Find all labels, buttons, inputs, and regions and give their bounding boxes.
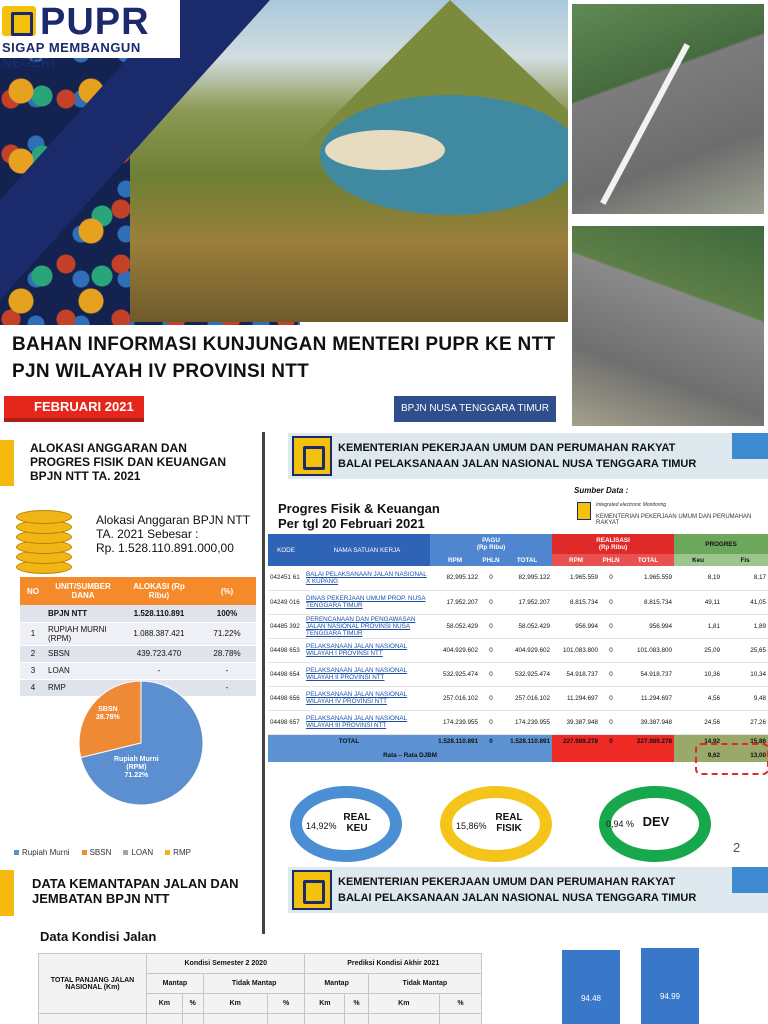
cell-alokasi: 1.088.387.421 [120, 622, 198, 645]
page-title: BAHAN INFORMASI KUNJUNGAN MENTERI PUPR KE NTT [12, 334, 556, 355]
cell-real-rpm: 956.994 [552, 614, 600, 638]
cell-pct: 100% [198, 605, 256, 622]
total-real-total: 227.989.278 [622, 734, 674, 748]
accent-corner [732, 433, 768, 459]
cell-real-total: 1.965.559 [622, 566, 674, 590]
table-row [20, 622, 256, 645]
kemantapan-heading-line: DATA KEMANTAPAN JALAN DAN [32, 876, 239, 891]
cell-empty [439, 1014, 481, 1024]
pie-svg [78, 680, 204, 806]
cell-empty [182, 1014, 203, 1024]
table-row [268, 566, 768, 590]
table-row [268, 662, 768, 686]
section-accent-bar [0, 870, 14, 916]
road-photo-top [572, 4, 764, 214]
allocation-pie-chart [78, 680, 204, 806]
total-pagu-phln: 0 [480, 734, 502, 748]
alokasi-summary-line: Alokasi Anggaran BPJN NTT [96, 513, 251, 527]
legend-label: LOAN [131, 848, 154, 857]
page-number: 2 [733, 840, 741, 855]
kondisi-table [38, 953, 482, 1024]
table-row [268, 710, 768, 734]
avg-label: Rata – Rata DJBM [268, 748, 552, 762]
cell-pagu-phln: 0 [480, 662, 502, 686]
col-tidak-mantap: Tidak Mantap [203, 974, 305, 994]
cell-pagu-total: 404.929.602 [502, 638, 552, 662]
cell-no: 1 [20, 622, 46, 645]
cell-kode: 04498 656 [268, 686, 304, 710]
kementerian-line1: KEMENTERIAN PEKERJAAN UMUM DAN PERUMAHAN RAKYAT [338, 442, 676, 454]
cell-pagu-total: 58.052.429 [502, 614, 552, 638]
cell-alokasi: 439.723.470 [120, 645, 198, 662]
cell-no: 3 [20, 662, 46, 679]
cell-real-phln: 0 [600, 686, 622, 710]
col-realisasi [552, 534, 674, 554]
cell-keu: 25,09 [674, 638, 722, 662]
cell-pagu-rpm: 58.052.429 [430, 614, 480, 638]
avg-keu: 9,62 [674, 748, 722, 762]
cell-real-rpm: 1.965.559 [552, 566, 600, 590]
kementerian-header [288, 433, 768, 479]
col-keu: Keu [674, 554, 722, 566]
progres-date: Per tgl 20 Februari 2021 [278, 516, 425, 531]
cell-alokasi: 1.528.110.891 [120, 605, 198, 622]
col-tidak-mantap: Tidak Mantap [368, 974, 481, 994]
col-unit: UNIT/SUMBER DANA [46, 577, 120, 605]
legend-label: Rupiah Murni [22, 848, 70, 857]
col-km: Km [147, 994, 183, 1014]
cell-keu: 1,81 [674, 614, 722, 638]
cell-fis: 25,65 [722, 638, 768, 662]
cell-kode: 04498 657 [268, 710, 304, 734]
col-alokasi: ALOKASI (Rp Ribu) [120, 577, 198, 605]
kemantapan-bar: 94.48 [562, 950, 620, 1024]
cell-real-total: 956.994 [622, 614, 674, 638]
kementerian-line1: KEMENTERIAN PEKERJAAN UMUM DAN PERUMAHAN RAKYAT [338, 876, 676, 888]
alokasi-summary-line: TA. 2021 Sebesar : [96, 527, 199, 541]
pagu-unit: (Rp Ribu) [476, 544, 506, 551]
ring-keu-pct: 14,92% [306, 821, 337, 831]
cell-fis: 41,05 [722, 590, 768, 614]
col-pct: (%) [198, 577, 256, 605]
column-divider [262, 432, 265, 864]
total-label: TOTAL [268, 734, 430, 748]
cell-real-rpm: 11.294.697 [552, 686, 600, 710]
cell-real-total: 101.083.800 [622, 638, 674, 662]
col-pagu-rpm: RPM [430, 554, 480, 566]
kementerian-header-2 [288, 867, 768, 913]
cell-pagu-total: 532.925.474 [502, 662, 552, 686]
cell-keu: 4,56 [674, 686, 722, 710]
total-real-phln: 0 [600, 734, 622, 748]
road-photo-bottom [572, 226, 764, 426]
month-badge: FEBRUARI 2021 [4, 396, 144, 418]
alokasi-heading-line: ALOKASI ANGGARAN DAN [30, 441, 187, 455]
ring-label-line: REAL [343, 812, 371, 823]
emonitoring-logo-icon [577, 502, 591, 520]
cell-nama[interactable]: PELAKSANAAN JALAN NASIONAL WILAYAH II PROVINSI NTT [304, 662, 430, 686]
col-real-total: TOTAL [622, 554, 674, 566]
pie-label-line: 71.22% [124, 772, 149, 779]
table-row [268, 590, 768, 614]
total-fis: 15,86 [722, 734, 768, 748]
cell-pagu-total: 82.995.122 [502, 566, 552, 590]
cell-pct: 71.22% [198, 622, 256, 645]
pie-label-line: (RPM) [126, 764, 147, 771]
cell-real-phln: 0 [600, 662, 622, 686]
legend-item [82, 848, 112, 857]
col-km: Km [305, 994, 345, 1014]
avg-empty-cell [552, 748, 674, 762]
total-pagu-rpm: 1.528.110.891 [430, 734, 480, 748]
cell-keu: 49,11 [674, 590, 722, 614]
col-mantap: Mantap [305, 974, 368, 994]
ring-label-line: REAL [495, 812, 523, 823]
cell-empty [305, 1014, 345, 1024]
alokasi-summary-line: Rp. 1.528.110.891.000,00 [96, 541, 234, 555]
legend-label: SBSN [89, 848, 112, 857]
cell-nama[interactable]: BALAI PELAKSANAAN JALAN NASIONAL X KUPANG [304, 566, 430, 590]
coins-icon [12, 510, 76, 574]
page-subtitle: PJN WILAYAH IV PROVINSI NTT [12, 361, 310, 382]
ring-label-line: DEV [642, 814, 670, 829]
cell-unit: RMP [46, 679, 120, 696]
alokasi-heading-line: PROGRES FISIK DAN KEUANGAN [30, 455, 227, 469]
cell-empty [368, 1014, 439, 1024]
col-pagu-phln: PHLN [480, 554, 502, 566]
table-row [268, 686, 768, 710]
kemantapan-heading-line: JEMBATAN BPJN NTT [32, 891, 170, 906]
col-nama: NAMA SATUAN KERJA [304, 534, 430, 566]
col-no: NO [20, 577, 46, 605]
cell-no: 4 [20, 679, 46, 696]
cell-pagu-phln: 0 [480, 686, 502, 710]
progres-table-body [268, 566, 768, 734]
sumber-line2: KEMENTERIAN PEKERJAAN UMUM DAN PERUMAHAN RAKYAT [596, 514, 752, 526]
hero-banner [0, 0, 768, 330]
alokasi-heading-line: BPJN NTT TA. 2021 [30, 469, 141, 483]
alokasi-heading [30, 441, 226, 483]
average-row [268, 748, 768, 762]
cell-pagu-phln: 0 [480, 614, 502, 638]
col-pagu-total: TOTAL [502, 554, 552, 566]
cell-fis: 9,48 [722, 686, 768, 710]
cell-empty [203, 1014, 267, 1024]
legend-item [123, 848, 153, 857]
col-real-rpm: RPM [552, 554, 600, 566]
cell-kode: 042451 61 [268, 566, 304, 590]
cell-keu: 24,56 [674, 710, 722, 734]
cell-pagu-rpm: 532.925.474 [430, 662, 480, 686]
kemantapan-heading [32, 876, 239, 906]
ring-dev-label [636, 816, 676, 827]
total-row [268, 734, 768, 748]
kemantapan-bar: 94.99 [641, 948, 699, 1024]
col-kode: KODE [268, 534, 304, 566]
cell-pagu-total: 257.016.102 [502, 686, 552, 710]
cell-keu: 10,36 [674, 662, 722, 686]
cell-nama[interactable]: PERENCANAAN DAN PENGAWASAN JALAN NASIONAL PROVINSI NUSA TENGGARA TIMUR [304, 614, 430, 638]
cell-keu: 8,19 [674, 566, 722, 590]
cell-unit: RUPIAH MURNI (RPM) [46, 622, 120, 645]
column-divider-bottom [262, 864, 265, 934]
cell-pagu-total: 17.952.207 [502, 590, 552, 614]
cell-real-phln: 0 [600, 590, 622, 614]
total-real-rpm: 227.989.278 [552, 734, 600, 748]
table-row [20, 605, 256, 622]
cell-kode: 04249 016 [268, 590, 304, 614]
col-progres: PROGRES [674, 534, 768, 554]
cell-pagu-phln: 0 [480, 710, 502, 734]
pie-label-rpm [114, 756, 159, 780]
col-mantap: Mantap [147, 974, 204, 994]
cell-unit: SBSN [46, 645, 120, 662]
cell-real-phln: 0 [600, 566, 622, 590]
cell-no: 2 [20, 645, 46, 662]
kementerian-line2: BALAI PELAKSANAAN JALAN NASIONAL NUSA TENGGARA TIMUR [338, 458, 697, 470]
col-total-panjang: TOTAL PANJANG JALAN NASIONAL (Km) [39, 954, 147, 1014]
cell-pagu-total: 174.239.955 [502, 710, 552, 734]
cell-real-total: 8.815.734 [622, 590, 674, 614]
avg-fis: 13,00 [722, 748, 768, 762]
logo-text: PUPR [40, 1, 150, 43]
pie-label-sbsn [96, 706, 120, 722]
cell-nama[interactable]: PELAKSANAAN JALAN NASIONAL WILAYAH I PROVINSI NTT [304, 638, 430, 662]
cell-pagu-rpm: 17.952.207 [430, 590, 480, 614]
cell-pagu-rpm: 174.239.955 [430, 710, 480, 734]
cell-fis: 1,89 [722, 614, 768, 638]
cell-nama[interactable]: PELAKSANAAN JALAN NASIONAL WILAYAH IV PROVINSI NTT [304, 686, 430, 710]
cell-nama[interactable]: DINAS PEKERJAAN UMUM PROP. NUSA TENGGARA TIMUR [304, 590, 430, 614]
progres-table [268, 534, 768, 762]
sumber-label: Sumber Data : [574, 486, 629, 495]
ring-label-line: KEU [346, 823, 368, 834]
cell-real-total: 54.918.737 [622, 662, 674, 686]
realisasi-unit: (Rp Ribu) [598, 544, 628, 551]
cell-pagu-rpm: 257.016.102 [430, 686, 480, 710]
progres-title: Progres Fisik & Keuangan [278, 501, 440, 516]
cell-empty [147, 1014, 183, 1024]
alokasi-summary [96, 513, 250, 555]
cell-pagu-phln: 0 [480, 590, 502, 614]
pie-legend [14, 848, 191, 857]
pie-label-line: SBSN [98, 706, 118, 713]
pupr-logo [0, 0, 180, 70]
cell-pct: - [198, 662, 256, 679]
col-pct: % [345, 994, 368, 1014]
col-pct: % [439, 994, 481, 1014]
cell-empty [267, 1014, 305, 1024]
cell-pagu-phln: 0 [480, 638, 502, 662]
table-row [20, 662, 256, 679]
ring-fisik-label [486, 812, 532, 834]
cell-no [20, 605, 46, 622]
cell-real-rpm: 8.815.734 [552, 590, 600, 614]
pupr-emblem-icon [292, 870, 332, 910]
cell-kode: 04485 392 [268, 614, 304, 638]
kondisi-title: Data Kondisi Jalan [40, 929, 157, 944]
cell-real-rpm: 54.918.737 [552, 662, 600, 686]
logo-tagline: SIGAP MEMBANGUN NEGERI [2, 40, 141, 70]
total-keu: 14,92 [674, 734, 722, 748]
col-prediksi: Prediksi Kondisi Akhir 2021 [305, 954, 482, 974]
cell-kode: 04498 654 [268, 662, 304, 686]
legend-label: RMP [173, 848, 191, 857]
cell-pct: 28.78% [198, 645, 256, 662]
cell-real-rpm: 39.387.948 [552, 710, 600, 734]
accent-corner [732, 867, 768, 893]
office-tag: BPJN NUSA TENGGARA TIMUR [394, 396, 556, 422]
cell-fis: 27,26 [722, 710, 768, 734]
table-row [20, 645, 256, 662]
cell-real-phln: 0 [600, 710, 622, 734]
pagu-label: PAGU [482, 537, 500, 544]
alokasi-table [20, 577, 256, 697]
cell-fis: 10,34 [722, 662, 768, 686]
ring-keu-label [334, 812, 380, 834]
cell-pagu-phln: 0 [480, 566, 502, 590]
table-row [268, 614, 768, 638]
col-pct: % [267, 994, 305, 1014]
cell-real-rpm: 101.083.800 [552, 638, 600, 662]
month-badge-shadow [4, 418, 144, 422]
col-km: Km [368, 994, 439, 1014]
cell-fis: 8,17 [722, 566, 768, 590]
col-real-phln: PHLN [600, 554, 622, 566]
pie-label-line: 28.78% [96, 714, 120, 721]
cell-unit: LOAN [46, 662, 120, 679]
highlight-box [695, 743, 768, 775]
cell-nama[interactable]: PELAKSANAAN JALAN NASIONAL WILAYAH III PROVINSI NTT [304, 710, 430, 734]
cell-pct: - [198, 679, 256, 696]
section-accent-bar [0, 440, 14, 486]
cell-real-phln: 0 [600, 614, 622, 638]
cell-real-total: 39.387.948 [622, 710, 674, 734]
cell-alokasi: - [120, 662, 198, 679]
cell-empty [39, 1014, 147, 1024]
ring-dev-pct: 0,94 % [606, 819, 635, 829]
legend-item [14, 848, 70, 857]
cell-kode: 04498 653 [268, 638, 304, 662]
total-pagu-total: 1.528.110.891 [502, 734, 552, 748]
kementerian-line2: BALAI PELAKSANAAN JALAN NASIONAL NUSA TENGGARA TIMUR [338, 892, 697, 904]
pupr-emblem-icon [292, 436, 332, 476]
col-pagu [430, 534, 552, 554]
cell-pagu-rpm: 404.929.602 [430, 638, 480, 662]
col-fis: Fis [722, 554, 768, 566]
table-row [268, 638, 768, 662]
cell-pagu-rpm: 82.995.122 [430, 566, 480, 590]
cell-unit: BPJN NTT [46, 605, 120, 622]
pupr-emblem-icon [2, 6, 36, 36]
pie-label-line: Rupiah Murni [114, 756, 159, 763]
cell-empty [345, 1014, 368, 1024]
ring-fisik-pct: 15,86% [456, 821, 487, 831]
realisasi-label: REALISASI [596, 537, 630, 544]
col-pct: % [182, 994, 203, 1014]
col-semester2: Kondisi Semester 2 2020 [147, 954, 305, 974]
sumber-line1: Integrated electronic Monitoring [596, 502, 667, 508]
cell-real-total: 11.294.697 [622, 686, 674, 710]
cell-real-phln: 0 [600, 638, 622, 662]
ring-label-line: FISIK [496, 823, 522, 834]
col-km: Km [203, 994, 267, 1014]
legend-item [165, 848, 191, 857]
